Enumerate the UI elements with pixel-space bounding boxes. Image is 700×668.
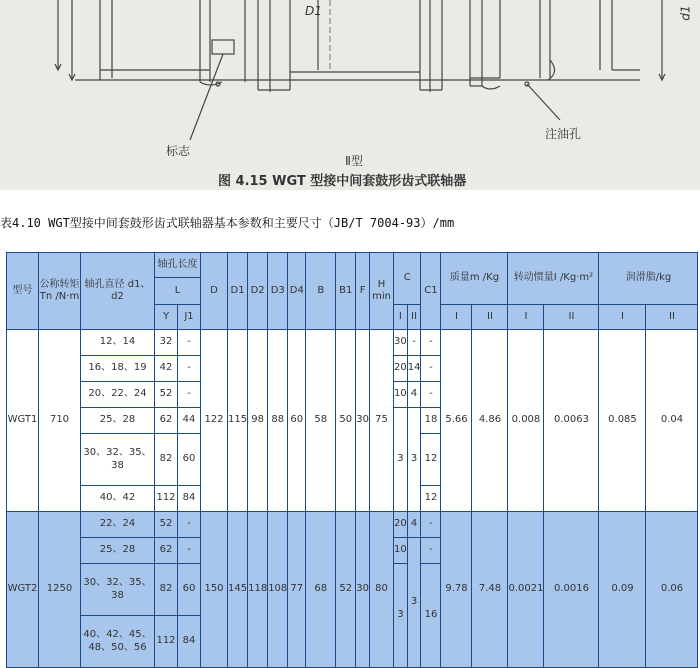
wgt1-bore-d: 25、28: [81, 408, 155, 434]
header-inertia-II: II: [544, 305, 599, 330]
wgt1-J1: -: [178, 330, 201, 356]
header-H: H min: [370, 253, 394, 330]
wgt2-Y: 82: [155, 564, 178, 616]
wgt2-J1: -: [178, 538, 201, 564]
wgt1-J1: 84: [178, 486, 201, 512]
wgt1-J1: 44: [178, 408, 201, 434]
wgt2-D1: 145: [228, 512, 248, 668]
wgt1-Y: 62: [155, 408, 178, 434]
wgt2-bore-d: 30、32、35、38: [81, 564, 155, 616]
wgt1-C-II: 14: [407, 356, 421, 382]
wgt2-J1: 84: [178, 616, 201, 668]
wgt2-mass-I: 9.78: [441, 512, 472, 668]
wgt1-mass-II: 4.86: [472, 330, 508, 512]
wgt1-grease-II: 0.04: [646, 330, 698, 512]
wgt2-F: 30: [356, 512, 370, 668]
wgt1-grease-I: 0.085: [599, 330, 646, 512]
wgt2-C-I: 20: [394, 512, 408, 538]
header-bore-diameter: 轴孔直径 d1、d2: [81, 253, 155, 330]
wgt1-Y: 42: [155, 356, 178, 382]
wgt1-H: 75: [370, 330, 394, 512]
header-F: F: [356, 253, 370, 330]
mark-label: 标志: [166, 144, 191, 158]
wgt2-grease-II: 0.06: [646, 512, 698, 668]
header-model: 型号: [7, 253, 39, 330]
wgt1-bore-d: 12、14: [81, 330, 155, 356]
header-L: L: [155, 278, 201, 305]
figure-caption: 图 4.15 WGT 型接中间套鼓形齿式联轴器: [218, 174, 467, 189]
wgt1-C1: -: [421, 382, 441, 408]
header-D4: D4: [288, 253, 306, 330]
wgt1-C1: 18: [421, 408, 441, 434]
header-inertia: 转动惯量I /Kg·m²: [508, 253, 599, 305]
wgt2-C-I-merged: 3: [394, 564, 408, 668]
header-grease: 润滑脂/kg: [599, 253, 698, 305]
wgt2-B: 68: [306, 512, 336, 668]
wgt1-Y: 82: [155, 434, 178, 486]
header-bore-length: 轴孔长度: [155, 253, 201, 278]
wgt2-torque: 1250: [39, 512, 81, 668]
wgt2-bore-d: 25、28: [81, 538, 155, 564]
header-C-I: I: [394, 305, 408, 330]
wgt2-C1: -: [421, 538, 441, 564]
wgt2-bore-d: 22、24: [81, 512, 155, 538]
header-C1: C1: [421, 253, 441, 330]
wgt1-bore-d: 30、32、35、38: [81, 434, 155, 486]
wgt2-J1: -: [178, 512, 201, 538]
oil-hole-label: 注油孔: [545, 127, 582, 141]
wgt1-bore-d: 40、42: [81, 486, 155, 512]
wgt2-C1: -: [421, 512, 441, 538]
header-Y: Y: [155, 305, 178, 330]
table-title: 表4.10 WGT型接中间套鼓形齿式联轴器基本参数和主要尺寸（JB/T 7004-93）/mm: [0, 216, 455, 230]
header-D: D: [201, 253, 228, 330]
header-mass-II: II: [472, 305, 508, 330]
wgt1-J1: 60: [178, 434, 201, 486]
wgt1-C1: 12: [421, 486, 441, 512]
header-mass: 质量m /Kg: [441, 253, 508, 305]
spec-table: [6, 252, 698, 668]
header-D1: D1: [228, 253, 248, 330]
wgt2-B1: 52: [336, 512, 356, 668]
wgt2-bore-d: 40、42、45、48、50、56: [81, 616, 155, 668]
header-grease-II: II: [646, 305, 698, 330]
wgt2-grease-I: 0.09: [599, 512, 646, 668]
wgt2-inertia-II: 0.0016: [544, 512, 599, 668]
wgt1-D3: 88: [268, 330, 288, 512]
wgt1-Y: 32: [155, 330, 178, 356]
wgt1-C-I: 10: [394, 382, 408, 408]
wgt2-D: 150: [201, 512, 228, 668]
dimension-d1b-label: d1: [678, 5, 693, 21]
header-inertia-I: I: [508, 305, 544, 330]
header-C: C: [394, 253, 421, 305]
wgt1-D: 122: [201, 330, 228, 512]
wgt2-C1-merged: 16: [421, 564, 441, 668]
wgt2-H: 80: [370, 512, 394, 668]
wgt1-C-II: 4: [407, 382, 421, 408]
wgt1-inertia-I: 0.008: [508, 330, 544, 512]
header-B1: B1: [336, 253, 356, 330]
wgt1-D2: 98: [248, 330, 268, 512]
wgt1-J1: -: [178, 382, 201, 408]
table-row: [7, 330, 698, 356]
header-C-II: II: [407, 305, 421, 330]
wgt1-model: WGT1: [7, 330, 39, 512]
header-torque: 公称转矩Tn /N·m: [39, 253, 81, 330]
wgt1-C-II: -: [407, 330, 421, 356]
wgt1-inertia-II: 0.0063: [544, 330, 599, 512]
wgt1-Y: 52: [155, 382, 178, 408]
wgt2-Y: 52: [155, 512, 178, 538]
header-D2: D2: [248, 253, 268, 330]
wgt1-J1: -: [178, 356, 201, 382]
wgt1-B: 58: [306, 330, 336, 512]
wgt1-mass-I: 5.66: [441, 330, 472, 512]
table-row: [7, 512, 698, 538]
dimension-d1-label: D1: [305, 4, 322, 18]
header-D3: D3: [268, 253, 288, 330]
wgt2-mass-II: 7.48: [472, 512, 508, 668]
wgt1-bore-d: 20、22、24: [81, 382, 155, 408]
wgt2-D3: 108: [268, 512, 288, 668]
wgt1-D4: 60: [288, 330, 306, 512]
wgt1-C-I: 20: [394, 356, 408, 382]
header-J1: J1: [178, 305, 201, 330]
wgt1-C1: -: [421, 330, 441, 356]
wgt1-C-II-merged: 3: [407, 408, 421, 512]
wgt2-D2: 118: [248, 512, 268, 668]
header-grease-I: I: [599, 305, 646, 330]
wgt1-D1: 115: [228, 330, 248, 512]
wgt2-C-II-merged: 3: [407, 538, 421, 668]
wgt1-Y: 112: [155, 486, 178, 512]
wgt2-Y: 62: [155, 538, 178, 564]
wgt2-D4: 77: [288, 512, 306, 668]
wgt1-F: 30: [356, 330, 370, 512]
header-B: B: [306, 253, 336, 330]
wgt1-C1: 12: [421, 434, 441, 486]
wgt2-C-I: 10: [394, 538, 408, 564]
wgt1-torque: 710: [39, 330, 81, 512]
wgt1-C1: -: [421, 356, 441, 382]
wgt2-Y: 112: [155, 616, 178, 668]
wgt2-C-II: 4: [407, 512, 421, 538]
figure-type-label: Ⅱ型: [345, 154, 363, 168]
wgt1-B1: 50: [336, 330, 356, 512]
wgt2-J1: 60: [178, 564, 201, 616]
coupling-drawing: [0, 0, 700, 190]
wgt2-inertia-I: 0.0021: [508, 512, 544, 668]
wgt2-model: WGT2: [7, 512, 39, 668]
wgt1-bore-d: 16、18、19: [81, 356, 155, 382]
header-mass-I: I: [441, 305, 472, 330]
wgt1-C-I: 30: [394, 330, 408, 356]
wgt1-C-I-merged: 3: [394, 408, 408, 512]
